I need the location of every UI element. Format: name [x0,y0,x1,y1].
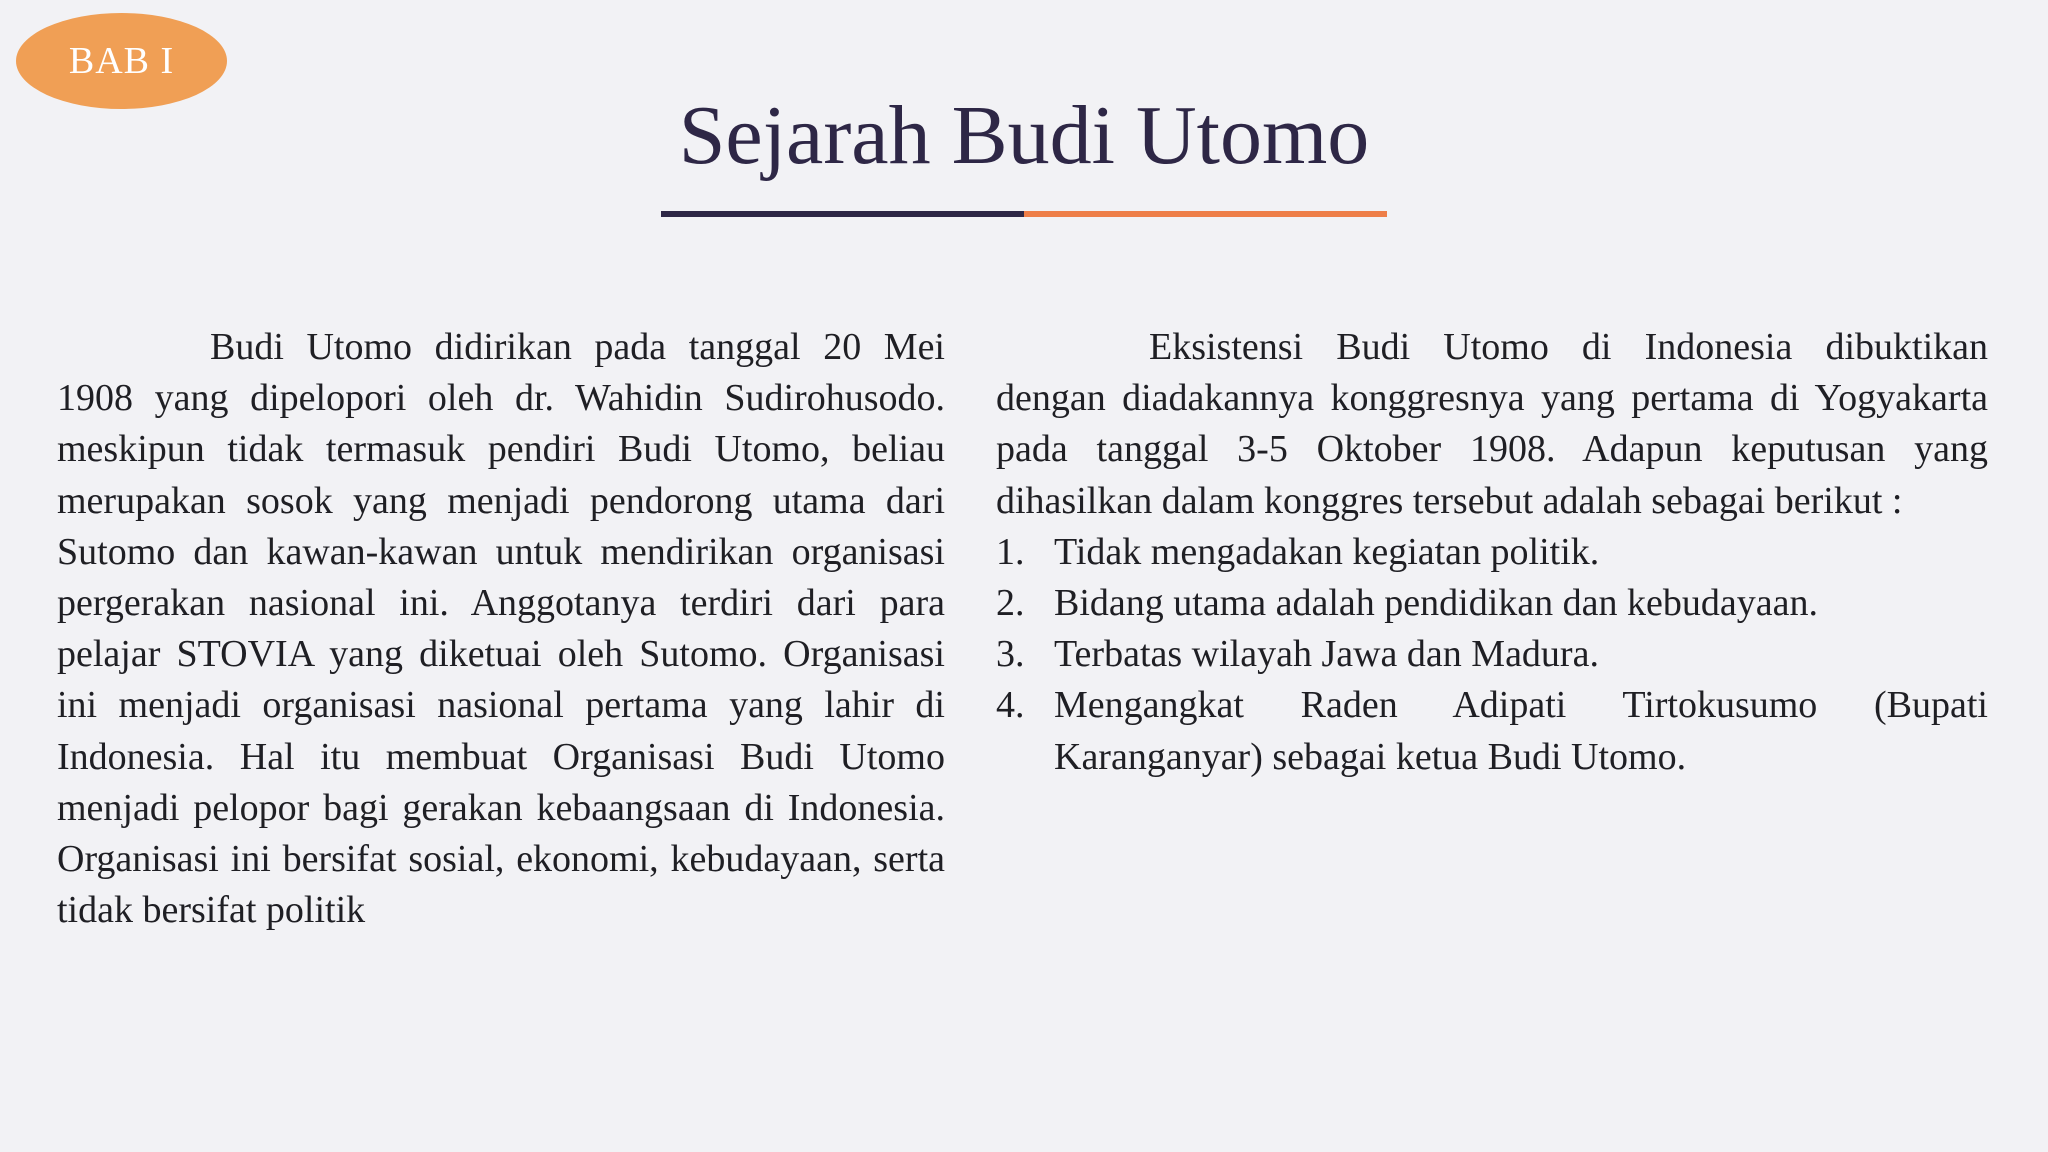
slide-title: Sejarah Budi Utomo [678,89,1370,182]
title-underline-orange-segment [1024,211,1387,217]
history-paragraph: Budi Utomo didirikan pada tanggal 20 Mei 1908 yang dipelopori oleh dr. Wahidin Sudirohusodo. meskipun tidak termasuk pendiri Budi Utomo, beliau merupakan sosok yang menjadi pendorong utama dari Sutomo dan kawan-kawan untuk mendirikan organisasi pergerakan nasional ini. Anggotanya terdiri dari para pelajar STOVIA yang diketuai oleh Sutomo. Organisasi ini menjadi organisasi nasional pertama yang lahir di Indonesia. Hal itu membuat Organisasi Budi Utomo menjadi pelopor bagi gerakan kebaangsaan di Indonesia. Organisasi ini bersifat sosial, ekonomi, kebudayaan, serta tidak bersifat politik [57,326,945,932]
chapter-badge [16,13,227,109]
chapter-badge-label: BAB I [68,40,175,82]
list-item-text: Mengangkat Raden Adipati Tirtokusumo (Bupati Karanganyar) sebagai ketua Budi Utomo. [1054,684,1988,778]
list-item [996,680,1988,782]
list-item [996,527,1988,578]
congress-paragraph: Eksistensi Budi Utomo di Indonesia dibuktikan dengan diadakannya konggresnya yang pertama di Yogyakarta pada tanggal 3-5 Oktober 1908. Adapun keputusan yang dihasilkan dalam konggres tersebut adalah sebagai berikut : [996,326,1988,522]
list-item [996,629,1988,680]
list-item-number: 3. [996,633,1025,676]
title-underline-dark-segment [661,211,1024,217]
list-item-text: Bidang utama adalah pendidikan dan kebudayaan. [1054,582,1818,625]
right-column [996,322,1988,783]
list-item-text: Tidak mengadakan kegiatan politik. [1054,530,1600,573]
list-item-text: Terbatas wilayah Jawa dan Madura. [1054,633,1599,676]
list-item [996,578,1988,629]
list-item-number: 4. [996,684,1025,727]
list-item-number: 2. [996,582,1025,625]
title-underline [661,211,1387,217]
list-item-number: 1. [996,530,1025,573]
left-column [57,322,945,936]
congress-decisions-list [996,527,1988,783]
